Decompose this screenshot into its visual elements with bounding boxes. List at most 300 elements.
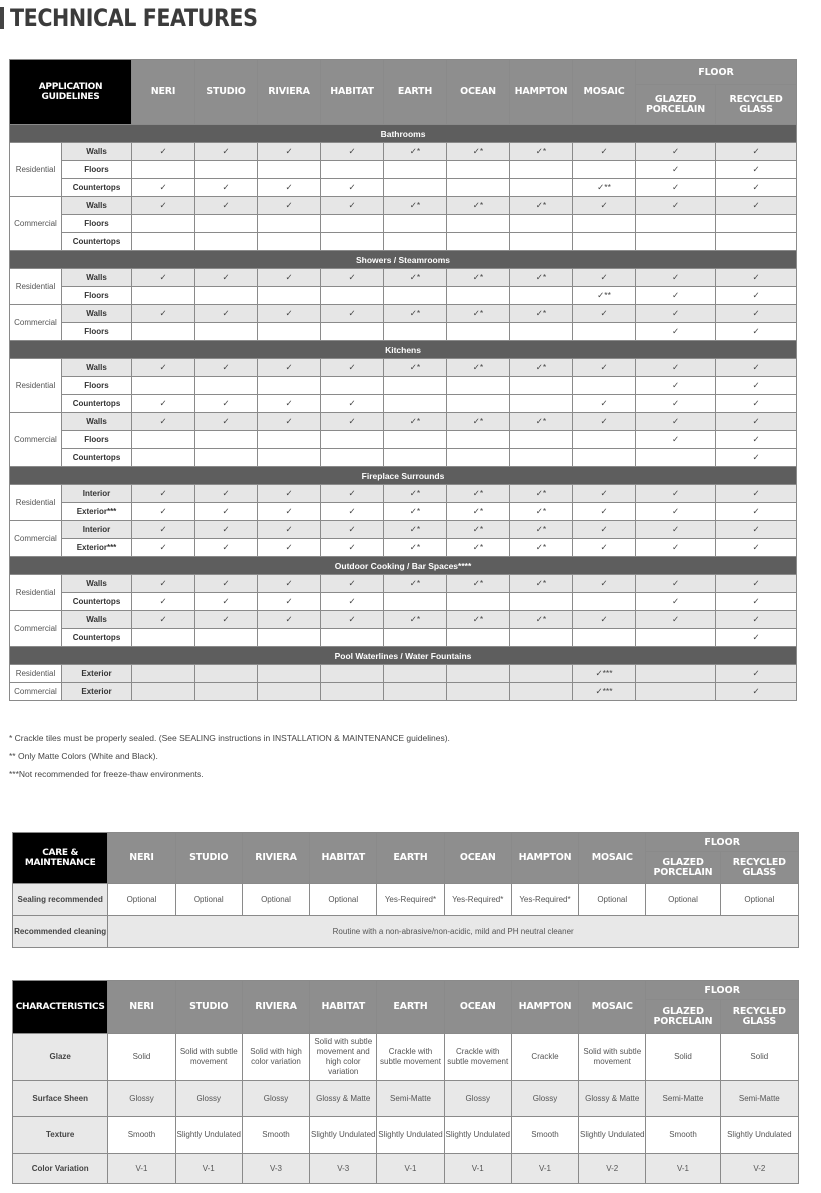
value-cell: V-1 xyxy=(108,1154,175,1184)
check-cell: ✓ xyxy=(636,503,716,521)
value-cell: Yes-Required* xyxy=(444,884,511,916)
check-cell xyxy=(384,431,447,449)
check-cell: ✓ xyxy=(195,575,258,593)
check-cell: ✓ xyxy=(321,575,384,593)
check-cell xyxy=(195,449,258,467)
value-cell: Slightly Undulated xyxy=(377,1117,444,1154)
check-cell: ✓ xyxy=(716,593,797,611)
check-cell xyxy=(510,431,573,449)
check-cell: ✓ xyxy=(195,539,258,557)
table-row xyxy=(10,179,797,197)
row-label: Interior xyxy=(62,485,132,503)
row-label: Countertops xyxy=(62,449,132,467)
check-cell: ✓ xyxy=(258,521,321,539)
value-cell: Optional xyxy=(108,884,175,916)
check-cell: ✓ xyxy=(716,323,797,341)
value-cell: Optional xyxy=(310,884,377,916)
check-cell: ✓ xyxy=(716,485,797,503)
check-cell: ✓* xyxy=(510,359,573,377)
check-cell: ✓ xyxy=(573,539,636,557)
check-cell xyxy=(573,323,636,341)
table-row xyxy=(10,575,797,593)
check-cell: ✓ xyxy=(321,305,384,323)
column-header: NERI xyxy=(108,833,175,884)
check-cell xyxy=(636,215,716,233)
value-cell: V-1 xyxy=(511,1154,578,1184)
column-header: GLAZED PORCELAIN xyxy=(646,852,720,884)
check-cell: ✓ xyxy=(132,611,195,629)
table-row xyxy=(10,539,797,557)
table-row xyxy=(10,287,797,305)
group-label: Commercial xyxy=(10,521,62,557)
check-cell xyxy=(132,449,195,467)
value-cell: Solid xyxy=(720,1034,798,1081)
check-cell: ✓ xyxy=(636,359,716,377)
check-cell: ✓ xyxy=(195,143,258,161)
check-cell: ✓ xyxy=(636,305,716,323)
row-label: Sealing recommended xyxy=(13,884,108,916)
group-label: Residential xyxy=(10,269,62,305)
check-cell xyxy=(447,593,510,611)
section-header: Pool Waterlines / Water Fountains xyxy=(10,647,797,665)
value-cell: Solid xyxy=(646,1034,720,1081)
check-cell xyxy=(636,629,716,647)
value-cell: Semi-Matte xyxy=(646,1081,720,1117)
value-cell: Crackle with subtle movement xyxy=(377,1034,444,1081)
check-cell: ✓ xyxy=(132,143,195,161)
check-cell: ✓ xyxy=(636,575,716,593)
check-cell: ✓ xyxy=(573,395,636,413)
check-cell xyxy=(573,233,636,251)
section-header: Kitchens xyxy=(10,341,797,359)
check-cell: ✓ xyxy=(716,413,797,431)
check-cell: ✓ xyxy=(716,305,797,323)
value-cell: Optional xyxy=(175,884,242,916)
check-cell: ✓ xyxy=(258,413,321,431)
check-cell: ✓ xyxy=(573,521,636,539)
row-label: Color Variation xyxy=(13,1154,108,1184)
column-header: GLAZED PORCELAIN xyxy=(636,85,716,125)
group-label: Commercial xyxy=(10,413,62,467)
check-cell: ✓ xyxy=(258,575,321,593)
corner-header: CHARACTERISTICS xyxy=(13,981,108,1034)
check-cell: ✓ xyxy=(716,665,797,683)
table-row xyxy=(13,1117,799,1154)
check-cell: ✓ xyxy=(716,629,797,647)
check-cell xyxy=(132,665,195,683)
table-row xyxy=(10,377,797,395)
column-header: OCEAN xyxy=(444,833,511,884)
check-cell xyxy=(321,287,384,305)
check-cell: ✓ xyxy=(716,197,797,215)
column-header: MOSAIC xyxy=(579,833,646,884)
check-cell: ✓ xyxy=(258,305,321,323)
value-cell: V-3 xyxy=(310,1154,377,1184)
check-cell xyxy=(573,377,636,395)
check-cell: ✓*** xyxy=(573,683,636,701)
column-header: HABITAT xyxy=(321,60,384,125)
table-row xyxy=(10,413,797,431)
footnotes xyxy=(9,729,450,783)
check-cell xyxy=(510,593,573,611)
check-cell: ✓ xyxy=(195,593,258,611)
check-cell: ✓ xyxy=(636,179,716,197)
row-label: Floors xyxy=(62,161,132,179)
check-cell: ✓ xyxy=(195,503,258,521)
value-cell: Glossy xyxy=(175,1081,242,1117)
check-cell: ✓ xyxy=(636,143,716,161)
check-cell: ✓* xyxy=(384,521,447,539)
check-cell: ✓ xyxy=(716,395,797,413)
check-cell: ✓* xyxy=(510,485,573,503)
check-cell xyxy=(573,593,636,611)
check-cell: ✓ xyxy=(132,269,195,287)
check-cell xyxy=(384,287,447,305)
table-row xyxy=(10,395,797,413)
check-cell xyxy=(510,287,573,305)
table-row xyxy=(10,683,797,701)
check-cell: ✓* xyxy=(447,197,510,215)
value-cell: Smooth xyxy=(511,1117,578,1154)
check-cell: ✓ xyxy=(573,305,636,323)
check-cell xyxy=(636,449,716,467)
check-cell xyxy=(258,215,321,233)
floor-header: FLOOR xyxy=(636,60,797,85)
row-label: Countertops xyxy=(62,179,132,197)
column-header: HABITAT xyxy=(310,981,377,1034)
row-label: Countertops xyxy=(62,629,132,647)
check-cell xyxy=(195,233,258,251)
check-cell xyxy=(510,683,573,701)
column-header: MOSAIC xyxy=(579,981,646,1034)
check-cell xyxy=(384,683,447,701)
table-row xyxy=(10,611,797,629)
check-cell xyxy=(384,179,447,197)
table-row xyxy=(10,665,797,683)
column-header: OCEAN xyxy=(444,981,511,1034)
check-cell: ✓ xyxy=(321,413,384,431)
check-cell xyxy=(258,377,321,395)
check-cell: ✓ xyxy=(258,503,321,521)
check-cell: ✓ xyxy=(258,269,321,287)
check-cell: ✓*** xyxy=(573,665,636,683)
table-row xyxy=(10,593,797,611)
check-cell: ✓ xyxy=(321,179,384,197)
check-cell xyxy=(384,233,447,251)
check-cell xyxy=(636,683,716,701)
value-cell: Crackle xyxy=(511,1034,578,1081)
table-row xyxy=(10,485,797,503)
check-cell: ✓ xyxy=(195,269,258,287)
check-cell: ✓* xyxy=(384,611,447,629)
footnote: ** Only Matte Colors (White and Black). xyxy=(9,751,158,761)
value-cell: Yes-Required* xyxy=(511,884,578,916)
check-cell: ✓* xyxy=(510,305,573,323)
check-cell: ✓ xyxy=(195,521,258,539)
check-cell: ✓ xyxy=(573,413,636,431)
check-cell xyxy=(510,233,573,251)
check-cell xyxy=(321,683,384,701)
value-cell: Optional xyxy=(720,884,798,916)
table-row xyxy=(10,143,797,161)
check-cell: ✓ xyxy=(132,305,195,323)
check-cell: ✓* xyxy=(447,575,510,593)
check-cell: ✓ xyxy=(132,593,195,611)
value-cell: Semi-Matte xyxy=(377,1081,444,1117)
check-cell: ✓ xyxy=(258,395,321,413)
check-cell: ✓* xyxy=(510,575,573,593)
check-cell: ✓ xyxy=(321,359,384,377)
value-cell: Glossy & Matte xyxy=(310,1081,377,1117)
check-cell: ✓ xyxy=(636,287,716,305)
value-cell: Glossy xyxy=(242,1081,309,1117)
check-cell: ✓ xyxy=(636,413,716,431)
check-cell: ✓ xyxy=(195,305,258,323)
check-cell: ✓* xyxy=(384,269,447,287)
column-header: MOSAIC xyxy=(573,60,636,125)
column-header: STUDIO xyxy=(175,981,242,1034)
check-cell xyxy=(573,215,636,233)
check-cell xyxy=(321,323,384,341)
check-cell xyxy=(321,215,384,233)
care-maintenance-table xyxy=(12,832,799,948)
check-cell: ✓ xyxy=(573,485,636,503)
title-accent-bar xyxy=(0,7,4,29)
check-cell: ✓ xyxy=(321,503,384,521)
check-cell xyxy=(321,233,384,251)
corner-header: APPLICATION GUIDELINES xyxy=(10,60,132,125)
check-cell: ✓ xyxy=(716,683,797,701)
check-cell xyxy=(716,233,797,251)
check-cell: ✓ xyxy=(132,485,195,503)
check-cell: ✓ xyxy=(195,179,258,197)
value-cell: Slightly Undulated xyxy=(310,1117,377,1154)
check-cell xyxy=(132,233,195,251)
column-header: EARTH xyxy=(377,833,444,884)
check-cell: ✓ xyxy=(195,197,258,215)
check-cell xyxy=(447,629,510,647)
page-title: TECHNICAL FEATURES xyxy=(10,4,258,32)
check-cell xyxy=(384,377,447,395)
row-label: Floors xyxy=(62,431,132,449)
row-label: Countertops xyxy=(62,395,132,413)
check-cell xyxy=(573,161,636,179)
check-cell xyxy=(447,179,510,197)
check-cell xyxy=(258,161,321,179)
row-label: Texture xyxy=(13,1117,108,1154)
check-cell xyxy=(132,431,195,449)
row-label: Walls xyxy=(62,269,132,287)
column-header: RECYCLED GLASS xyxy=(720,1000,798,1034)
value-cell: Slightly Undulated xyxy=(444,1117,511,1154)
column-header: HAMPTON xyxy=(510,60,573,125)
check-cell: ✓* xyxy=(384,539,447,557)
check-cell: ✓ xyxy=(716,521,797,539)
check-cell: ✓ xyxy=(132,395,195,413)
column-header: RECYCLED GLASS xyxy=(720,852,798,884)
check-cell xyxy=(195,665,258,683)
check-cell: ✓ xyxy=(716,377,797,395)
check-cell: ✓ xyxy=(132,197,195,215)
check-cell: ✓* xyxy=(447,611,510,629)
check-cell: ✓ xyxy=(716,449,797,467)
check-cell xyxy=(447,287,510,305)
column-header: RIVIERA xyxy=(242,833,309,884)
value-cell: Solid with subtle movement xyxy=(175,1034,242,1081)
check-cell xyxy=(132,323,195,341)
check-cell: ✓ xyxy=(195,611,258,629)
check-cell: ✓ xyxy=(321,539,384,557)
check-cell: ✓ xyxy=(636,377,716,395)
check-cell: ✓* xyxy=(447,485,510,503)
cleaning-text: Routine with a non-abrasive/non-acidic, mild and PH neutral cleaner xyxy=(108,916,799,948)
row-label: Exterior*** xyxy=(62,539,132,557)
check-cell xyxy=(447,395,510,413)
value-cell: Optional xyxy=(579,884,646,916)
floor-header: FLOOR xyxy=(646,981,799,1000)
check-cell xyxy=(132,215,195,233)
check-cell: ✓* xyxy=(384,413,447,431)
check-cell xyxy=(195,431,258,449)
check-cell: ✓* xyxy=(447,305,510,323)
check-cell: ✓ xyxy=(132,359,195,377)
check-cell: ✓ xyxy=(636,539,716,557)
check-cell: ✓ xyxy=(321,611,384,629)
check-cell: ✓ xyxy=(321,593,384,611)
check-cell: ✓* xyxy=(510,611,573,629)
check-cell: ✓ xyxy=(636,269,716,287)
value-cell: Smooth xyxy=(108,1117,175,1154)
row-label: Walls xyxy=(62,143,132,161)
row-label: Glaze xyxy=(13,1034,108,1081)
check-cell: ✓ xyxy=(573,575,636,593)
check-cell: ✓ xyxy=(258,359,321,377)
check-cell: ✓* xyxy=(510,539,573,557)
check-cell xyxy=(510,377,573,395)
column-header: GLAZED PORCELAIN xyxy=(646,1000,720,1034)
column-header: STUDIO xyxy=(175,833,242,884)
row-label: Walls xyxy=(62,413,132,431)
check-cell: ✓* xyxy=(384,485,447,503)
check-cell xyxy=(510,449,573,467)
check-cell: ✓* xyxy=(510,521,573,539)
check-cell xyxy=(384,161,447,179)
row-label: Exterior*** xyxy=(62,503,132,521)
check-cell xyxy=(447,161,510,179)
value-cell: Semi-Matte xyxy=(720,1081,798,1117)
section-header: Bathrooms xyxy=(10,125,797,143)
check-cell: ✓ xyxy=(716,287,797,305)
check-cell xyxy=(447,233,510,251)
check-cell xyxy=(321,377,384,395)
check-cell: ✓ xyxy=(573,197,636,215)
check-cell xyxy=(258,233,321,251)
check-cell: ✓ xyxy=(716,575,797,593)
value-cell: Glossy & Matte xyxy=(579,1081,646,1117)
column-header: HAMPTON xyxy=(511,833,578,884)
check-cell xyxy=(321,629,384,647)
footnote: ***Not recommended for freeze-thaw environments. xyxy=(9,769,204,779)
check-cell: ✓ xyxy=(716,359,797,377)
check-cell: ✓ xyxy=(573,143,636,161)
row-label: Walls xyxy=(62,305,132,323)
check-cell: ✓ xyxy=(716,431,797,449)
check-cell xyxy=(258,323,321,341)
column-header: NERI xyxy=(108,981,175,1034)
group-label: Residential xyxy=(10,575,62,611)
table-row xyxy=(10,521,797,539)
check-cell xyxy=(258,431,321,449)
row-label: Floors xyxy=(62,377,132,395)
check-cell: ✓ xyxy=(321,395,384,413)
check-cell xyxy=(573,629,636,647)
check-cell xyxy=(321,161,384,179)
row-label: Exterior xyxy=(62,683,132,701)
check-cell xyxy=(195,377,258,395)
value-cell: Glossy xyxy=(444,1081,511,1117)
check-cell: ✓* xyxy=(510,197,573,215)
check-cell xyxy=(447,323,510,341)
column-header: RIVIERA xyxy=(258,60,321,125)
check-cell xyxy=(573,449,636,467)
check-cell xyxy=(447,683,510,701)
check-cell: ✓ xyxy=(132,539,195,557)
check-cell: ✓ xyxy=(321,521,384,539)
check-cell: ✓ xyxy=(132,521,195,539)
row-label: Exterior xyxy=(62,665,132,683)
value-cell: Smooth xyxy=(646,1117,720,1154)
check-cell xyxy=(195,287,258,305)
column-header: HABITAT xyxy=(310,833,377,884)
row-label: Walls xyxy=(62,611,132,629)
row-label: Recommended cleaning xyxy=(13,916,108,948)
check-cell: ✓* xyxy=(447,359,510,377)
check-cell: ✓ xyxy=(636,395,716,413)
check-cell: ✓ xyxy=(573,269,636,287)
row-label: Floors xyxy=(62,287,132,305)
table-row xyxy=(10,431,797,449)
check-cell: ✓* xyxy=(447,143,510,161)
table-row xyxy=(13,1154,799,1184)
check-cell xyxy=(447,665,510,683)
value-cell: Solid xyxy=(108,1034,175,1081)
table-row xyxy=(13,1034,799,1081)
characteristics-table xyxy=(12,980,799,1184)
group-label: Residential xyxy=(10,665,62,683)
check-cell xyxy=(132,377,195,395)
check-cell: ✓ xyxy=(258,539,321,557)
check-cell xyxy=(258,629,321,647)
corner-header: CARE & MAINTENANCE xyxy=(13,833,108,884)
check-cell xyxy=(384,449,447,467)
check-cell: ✓ xyxy=(258,611,321,629)
table-row xyxy=(10,197,797,215)
check-cell xyxy=(321,449,384,467)
table-row xyxy=(10,215,797,233)
check-cell xyxy=(384,395,447,413)
check-cell: ✓* xyxy=(384,305,447,323)
row-label: Floors xyxy=(62,215,132,233)
value-cell: V-1 xyxy=(646,1154,720,1184)
check-cell: ✓ xyxy=(321,143,384,161)
check-cell xyxy=(447,215,510,233)
check-cell: ✓ xyxy=(321,485,384,503)
check-cell xyxy=(384,323,447,341)
check-cell xyxy=(510,179,573,197)
table-row xyxy=(10,269,797,287)
row-label: Countertops xyxy=(62,233,132,251)
check-cell: ✓ xyxy=(573,359,636,377)
